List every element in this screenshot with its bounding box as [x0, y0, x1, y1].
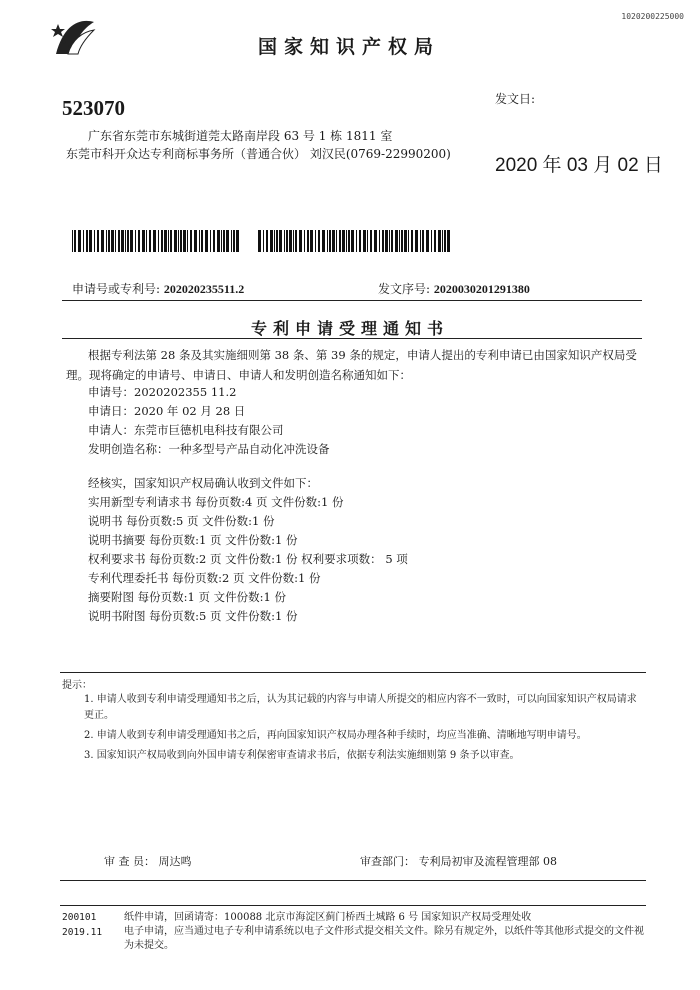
- barcode-bar: [158, 230, 159, 252]
- barcode-bar: [415, 230, 418, 252]
- barcode-left: [72, 230, 242, 252]
- barcode-bar: [293, 230, 294, 252]
- barcode-bar: [231, 230, 232, 252]
- examiner-name: 周达鸣: [158, 855, 192, 868]
- barcode-bar: [221, 230, 222, 252]
- barcode-bar: [270, 230, 273, 252]
- barcode-bar: [401, 230, 403, 252]
- filed-doc-item: 说明书 每份页数:5 页 文件份数:1 份: [88, 514, 275, 528]
- barcode-bar: [205, 230, 208, 252]
- barcode-bar: [130, 230, 133, 252]
- tips-label: 提示：: [62, 680, 92, 691]
- field-label: 申请人：: [88, 423, 134, 437]
- examiner-label: 审 查 员：: [104, 855, 155, 868]
- barcode-bar: [266, 230, 268, 252]
- barcode-bar: [180, 230, 182, 252]
- barcode-bar: [121, 230, 124, 252]
- barcode-bar: [149, 230, 151, 252]
- barcode-bar: [442, 230, 443, 252]
- barcode-bar: [382, 230, 384, 252]
- barcode-bar: [101, 230, 104, 252]
- field-value: 一种多型号产品自动化冲洗设备: [168, 442, 330, 456]
- barcode-bar: [161, 230, 163, 252]
- tip-item: 2. 申请人收到专利申请受理通知书之后，再向国家知识产权局办理各种手续时，均应当准确、清晰地写明申请号。: [84, 730, 587, 741]
- divider: [60, 905, 646, 906]
- barcode-bar: [307, 230, 309, 252]
- field-value: 东莞市巨德机电科技有限公司: [134, 423, 284, 437]
- barcode-bar: [286, 230, 288, 252]
- field-value: 2020202355 11.2: [134, 385, 237, 399]
- barcode-bar: [363, 230, 366, 252]
- barcode-bar: [322, 230, 325, 252]
- barcode-bar: [115, 230, 116, 252]
- barcode-bar: [135, 230, 136, 252]
- barcode-bar: [168, 230, 169, 252]
- barcode-bar: [72, 230, 73, 252]
- barcode-bar: [276, 230, 278, 252]
- barcode-bar: [170, 230, 172, 252]
- divider: [62, 338, 642, 339]
- barcode-bar: [289, 230, 292, 252]
- application-number: 202020235511.2: [163, 282, 245, 296]
- barcode-bar: [438, 230, 441, 252]
- barcode-bar: [274, 230, 275, 252]
- divider: [60, 880, 646, 881]
- field-applicant: [88, 422, 284, 438]
- cnipa-logo-icon: [50, 14, 98, 60]
- barcode-bar: [299, 230, 302, 252]
- recipient-address: 广东省东莞市东城街道莞太路南岸段 63 号 1 栋 1811 室: [88, 129, 393, 143]
- barcode-bar: [153, 230, 156, 252]
- barcode-bar: [385, 230, 388, 252]
- application-number-row: [72, 280, 244, 297]
- barcode-bar: [284, 230, 285, 252]
- serial-number-label: 发文序号:: [378, 282, 431, 296]
- barcode-bar: [194, 230, 197, 252]
- barcode-bar: [187, 230, 188, 252]
- barcode-bar: [226, 230, 229, 252]
- barcode-bar: [111, 230, 114, 252]
- barcode-bar: [146, 230, 147, 252]
- barcode-bar: [447, 230, 450, 252]
- barcode-bar: [94, 230, 95, 252]
- barcode-bar: [318, 230, 320, 252]
- serial-number-row: [378, 280, 530, 297]
- department-name: 专利局初审及流程管理部 08: [418, 855, 557, 868]
- tip-item: 3. 国家知识产权局收到向外国申请专利保密审查请求书后，依据专利法实施细则第 9 条予以审查。: [84, 750, 520, 761]
- barcode-bar: [339, 230, 341, 252]
- barcode-bar: [420, 230, 421, 252]
- filed-doc-item: 说明书摘要 每份页数:1 页 文件份数:1 份: [88, 533, 298, 547]
- divider: [60, 672, 646, 673]
- tip-item: 1. 申请人收到专利申请受理通知书之后，认为其记载的内容与申请人所提交的相应内容不一致时，可以向国家知识产权局请求更正。: [84, 694, 637, 721]
- filed-doc-item: 摘要附图 每份页数:1 页 文件份数:1 份: [88, 590, 287, 604]
- barcode-bar: [395, 230, 398, 252]
- barcode-bar: [108, 230, 110, 252]
- department-label: 审查部门：: [360, 855, 415, 868]
- footer-text: [124, 911, 644, 953]
- field-application-number: [88, 384, 236, 400]
- barcode-bar: [178, 230, 179, 252]
- barcode-bar: [106, 230, 107, 252]
- barcode-bar: [233, 230, 235, 252]
- barcode-right: [258, 230, 450, 252]
- barcode-bar: [434, 230, 436, 252]
- barcode-bar: [97, 230, 99, 252]
- barcode-bar: [367, 230, 368, 252]
- footer-line: 纸件申请，回函请寄：100088 北京市海淀区蓟门桥西土城路 6 号 国家知识产权局受理处收: [124, 912, 532, 923]
- barcode-bar: [351, 230, 354, 252]
- form-version: 2019.11: [62, 927, 103, 938]
- field-label: 发明创造名称：: [88, 442, 169, 456]
- barcode-bar: [342, 230, 345, 252]
- examiner: [104, 853, 192, 869]
- office-title: 国家知识产权局: [258, 36, 441, 58]
- barcode-bar: [86, 230, 88, 252]
- barcode-bar: [223, 230, 225, 252]
- barcode-bar: [431, 230, 432, 252]
- barcode-bar: [329, 230, 331, 252]
- barcode-bar: [370, 230, 372, 252]
- barcode-bar: [422, 230, 424, 252]
- divider: [62, 300, 642, 301]
- barcode-bar: [426, 230, 429, 252]
- barcode-bar: [127, 230, 129, 252]
- barcode-bar: [183, 230, 186, 252]
- barcode-bar: [315, 230, 316, 252]
- barcode-bar: [164, 230, 167, 252]
- sent-date-value: 2020 年 03 月 02 日: [495, 155, 663, 176]
- barcode-bar: [411, 230, 413, 252]
- field-invention-title: [88, 441, 330, 457]
- filed-doc-item: 权利要求书 每份页数:2 页 文件份数:1 份 权利要求项数： 5 项: [88, 552, 408, 566]
- filed-doc-item: 说明书附图 每份页数:5 页 文件份数:1 份: [88, 609, 298, 623]
- barcode-bar: [408, 230, 409, 252]
- barcode-bar: [327, 230, 328, 252]
- barcode-bar: [213, 230, 215, 252]
- barcode-bar: [78, 230, 81, 252]
- footer-line: 电子申请，应当通过电子专利申请系统以电子文件形式提交相关文件。除另有规定外，以纸件等其他形式提交的文件视为未提交。: [124, 926, 644, 951]
- barcode-bar: [217, 230, 220, 252]
- sent-date-label: 发文日:: [495, 92, 536, 106]
- notice-paragraph: 根据专利法第 28 条及其实施细则第 38 条、第 39 条的规定，申请人提出的专利申请已由国家知识产权局受理。现将确定的申请号、申请日、申请人和发明创造名称通知如下：: [66, 348, 637, 382]
- recipient-agency: 东莞市科开众达专利商标事务所（普通合伙） 刘汉民(0769-22990200): [66, 147, 451, 161]
- barcode-bar: [374, 230, 377, 252]
- barcode-bar: [295, 230, 297, 252]
- barcode-bar: [89, 230, 92, 252]
- barcode-bar: [174, 230, 177, 252]
- barcode-bar: [399, 230, 400, 252]
- barcode-bar: [389, 230, 390, 252]
- barcode-bar: [279, 230, 282, 252]
- barcode-bar: [258, 230, 261, 252]
- barcode-bar: [201, 230, 203, 252]
- barcode-bar: [118, 230, 120, 252]
- barcode-bar: [190, 230, 192, 252]
- document-code: 1020200225000: [621, 12, 684, 21]
- field-value: 2020 年 02 月 28 日: [134, 404, 246, 418]
- barcode-bar: [125, 230, 126, 252]
- postcode: 523070: [62, 96, 125, 120]
- serial-number: 2020030201291380: [433, 282, 530, 296]
- barcode-bar: [304, 230, 305, 252]
- barcode-bar: [404, 230, 407, 252]
- barcode-bar: [142, 230, 145, 252]
- field-label: 申请日：: [88, 404, 134, 418]
- barcode-bar: [236, 230, 239, 252]
- barcode-bar: [348, 230, 350, 252]
- barcode-bar: [444, 230, 446, 252]
- barcode-bar: [359, 230, 361, 252]
- barcode-bar: [83, 230, 84, 252]
- filed-intro: 经核实，国家知识产权局确认收到文件如下：: [88, 476, 318, 490]
- barcode-bar: [310, 230, 313, 252]
- barcode-bar: [391, 230, 393, 252]
- department: [360, 853, 557, 869]
- form-code: 200101: [62, 912, 97, 923]
- filed-doc-item: 实用新型专利请求书 每份页数:4 页 文件份数:1 份: [88, 495, 344, 509]
- barcode-bar: [356, 230, 357, 252]
- field-filing-date: [88, 403, 245, 419]
- barcode-bar: [74, 230, 76, 252]
- filed-doc-item: 专利代理委托书 每份页数:2 页 文件份数:1 份: [88, 571, 321, 585]
- application-number-label: 申请号或专利号:: [72, 282, 161, 296]
- barcode-bar: [210, 230, 211, 252]
- barcode-bar: [199, 230, 200, 252]
- barcode-bar: [263, 230, 264, 252]
- barcode-bar: [138, 230, 140, 252]
- barcode-bar: [346, 230, 347, 252]
- barcode-bar: [379, 230, 380, 252]
- barcode-bar: [336, 230, 337, 252]
- field-label: 申请号：: [88, 385, 134, 399]
- barcode-bar: [332, 230, 335, 252]
- document-title: 专利申请受理通知书: [250, 319, 449, 338]
